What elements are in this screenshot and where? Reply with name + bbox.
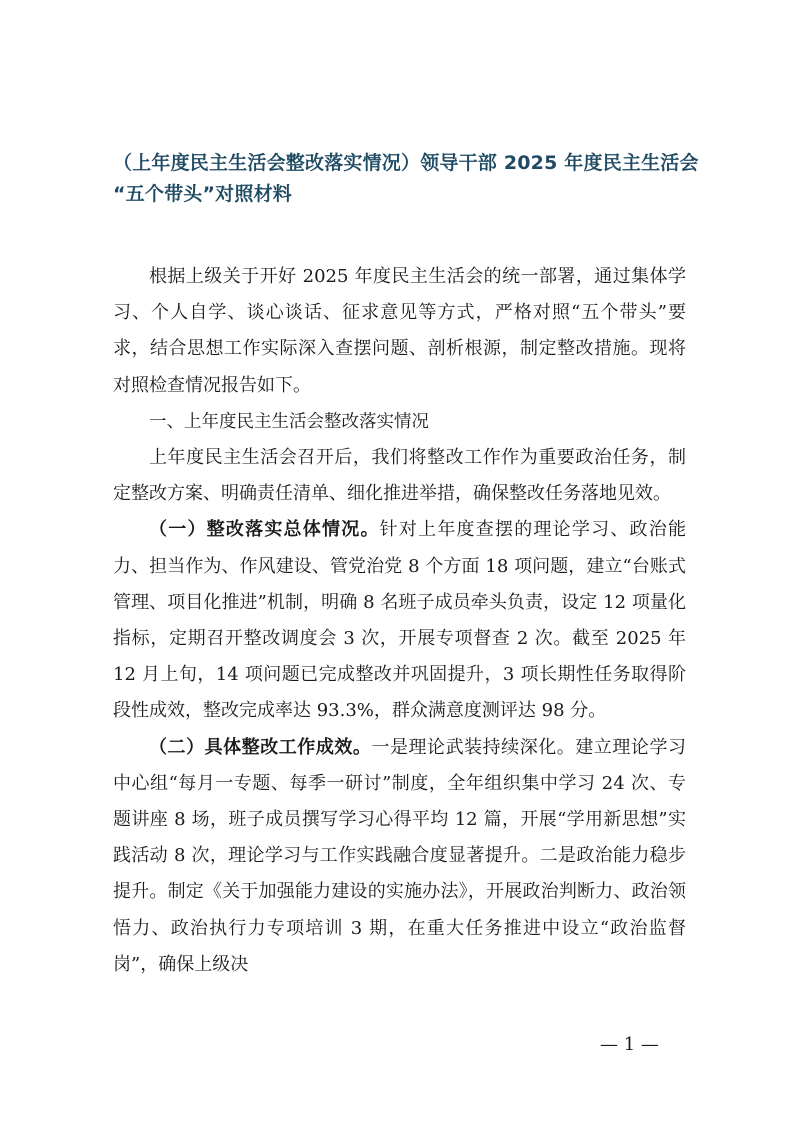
section-1-heading: 一、上年度民主生活会整改落实情况 — [149, 411, 429, 432]
subsection-1-lead: （一）整改落实总体情况。 — [149, 519, 380, 541]
section-1-intro-paragraph: 上年度民主生活会召开后，我们将整改工作作为重要政治任务，制定整改方案、明确责任清单、细化推进举措，确保整改任务落地见效。 — [113, 447, 686, 505]
document-body — [113, 259, 686, 983]
title-line-1: （上年度民主生活会整改落实情况）领导干部 2025 年度民主生活会 — [113, 152, 699, 174]
subsection-2-lead: （二）具体整改工作成效。 — [149, 736, 372, 758]
subsection-2-text: 一是理论武装持续深化。建立理论学习中心组“每月一专题、每季一研讨”制度，全年组织集中学习 24 次、专题讲座 8 场，班子成员撰写学习心得平均 12 篇，开展“学用新思想”实践活动 8 次，理论学习与工作实践融合度显著提升。二是政治能力稳步提升。制定《关于加强能力建设的实施办法》，开展政治判断力、政治领悟力、政治执行力专项培训 3 期，在重大任务推进中设立“政治监督岗”，确保上级决 — [113, 736, 687, 975]
title-line-2: “五个带头”对照材料 — [113, 183, 292, 205]
document-title — [113, 148, 713, 210]
page-number: — 1 — — [600, 1034, 659, 1055]
subsection-1-text: 针对上年度查摆的理论学习、政治能力、担当作为、作风建设、管党治党 8 个方面 18 项问题，建立“台账式管理、项目化推进”机制，明确 8 名班子成员牵头负责，设定 12 项量化指标，定期召开整改调度会 3 次，开展专项督查 2 次。截至 2025 年 12 月上旬，14 项问题已完成整改并巩固提升，3 项长期性任务取得阶段性成效，整改完成率达 93.3%，群众满意度测评达 98 分。 — [113, 519, 687, 722]
subsection-2-paragraph — [113, 730, 686, 983]
subsection-1-paragraph — [113, 512, 686, 729]
intro-paragraph: 根据上级关于开好 2025 年度民主生活会的统一部署，通过集体学习、个人自学、谈心谈话、征求意见等方式，严格对照“五个带头”要求，结合思想工作实际深入查摆问题、剖析根源，制定整改措施。现将对照检查情况报告如下。 — [113, 266, 686, 396]
